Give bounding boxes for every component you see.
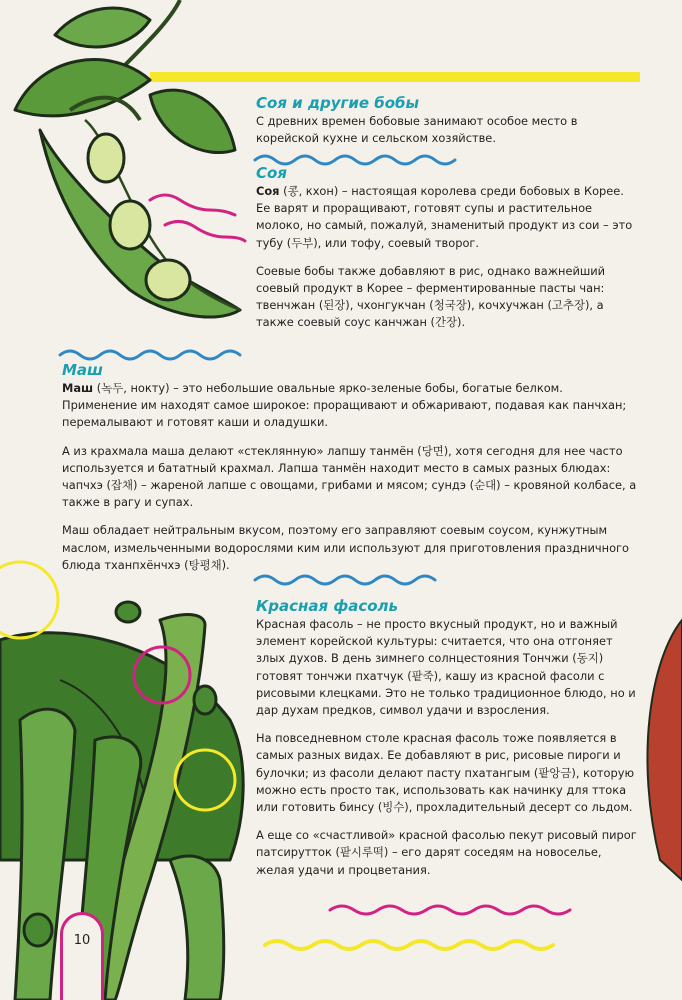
intro-section [256, 93, 636, 147]
intro-heading: Соя и другие бобы [256, 94, 420, 112]
red-bean-shape [647, 620, 682, 880]
redbean-heading: Красная фасоль [256, 597, 399, 615]
yellow-stripe [150, 72, 640, 82]
redbean-paragraph-1: Красная фасоль – не просто вкусный продукт, но и важный элемент корейской культуры: считается, что она отгоняет злых духов. В день зимнего солнцестояния Тончжи (동지) готовят тончжи пхатчук (팥죽), кашу из красной фасоли с рисовыми клецками. Это не только традиционное блюдо, но и дар духам предков, символ удачи и взросления. [256, 617, 636, 718]
yellow-squiggle [265, 941, 553, 949]
blue-squiggle [255, 576, 435, 584]
magenta-squiggle [330, 906, 570, 914]
mung-paragraph-3: Маш обладает нейтральным вкусом, поэтому его заправляют соевым соусом, кунжутным маслом, измельченными водорослями ким или используют для приготовления праздничного блюда тханпхёнчхэ (탕평채). [62, 523, 630, 572]
mung-paragraph-2: А из крахмала маша делают «стеклянную» лапшу танмён (당면), хотя сегодня для нее часто используется и бататный крахмал. Лапша танмён находит место в самых разных блюдах: чапчхэ (잡채) – жареной лапше с овощами, грибами и мясом; сундэ (순대) – кровяной колбасе, а также в рагу и супах. [62, 443, 637, 510]
magenta-squiggle-2 [165, 221, 245, 241]
soy-term: Соя [256, 184, 280, 198]
green-bean-illustration [0, 602, 243, 1000]
mung-term: Маш [62, 381, 94, 395]
mung-paragraph-1: Маш (녹두, нокту) – это небольшие овальные ярко-зеленые бобы, богатые белком. Применение им находят самое широкое: проращивают и обжаривают, подавая как панчхан; перемалывают и готовят каши и оладушки. [62, 381, 627, 430]
soybean-pod-illustration [15, 0, 240, 317]
mung-section [62, 360, 640, 574]
intro-text: С древних времен бобовые занимают особое место в корейской кухне и сельском хозяйстве. [256, 114, 578, 146]
magenta-squiggle [150, 195, 235, 215]
redbean-paragraph-2: На повседневном столе красная фасоль тоже появляется в самых разных видах. Ее добавляют в рис, рисовые пироги и булочки; из фасоли делают пасту пхатангым (팥앙금), которую можно есть просто так, использовать как начинку для ттока или готовить бинсу (빙수), прохладительный десерт со льдом. [256, 731, 635, 815]
yellow-ring [0, 562, 58, 638]
soy-paragraph-1: Соя (콩, кхон) – настоящая королева среди бобовых в Корее. Ее варят и проращивают, готовят супы и растительное молоко, но самый, пожалуй, знаменитый продукт из сои – это тубу (두부), или тофу, соевый творог. [256, 184, 633, 250]
soy-paragraph-2: Соевые бобы также добавляют в рис, однако важнейший соевый продукт в Корее – ферментированные пасты чан: твенчжан (된장), чхонгукчан (청국장), кочхучжан (고추장), а также соевый соус канчжан (간장). [256, 263, 606, 330]
soy-heading: Соя [256, 164, 287, 182]
mung-heading: Маш [62, 361, 103, 379]
soy-section [256, 163, 641, 332]
blue-squiggle [60, 351, 240, 359]
page-number: 10 [60, 912, 104, 1000]
redbean-paragraph-3: А еще со «счастливой» красной фасолью пекут рисовый пирог патсирутток (팥시루떡) – его дарят соседям на новоселье, желая удачи и процветания. [256, 828, 637, 877]
redbean-section [256, 596, 642, 879]
